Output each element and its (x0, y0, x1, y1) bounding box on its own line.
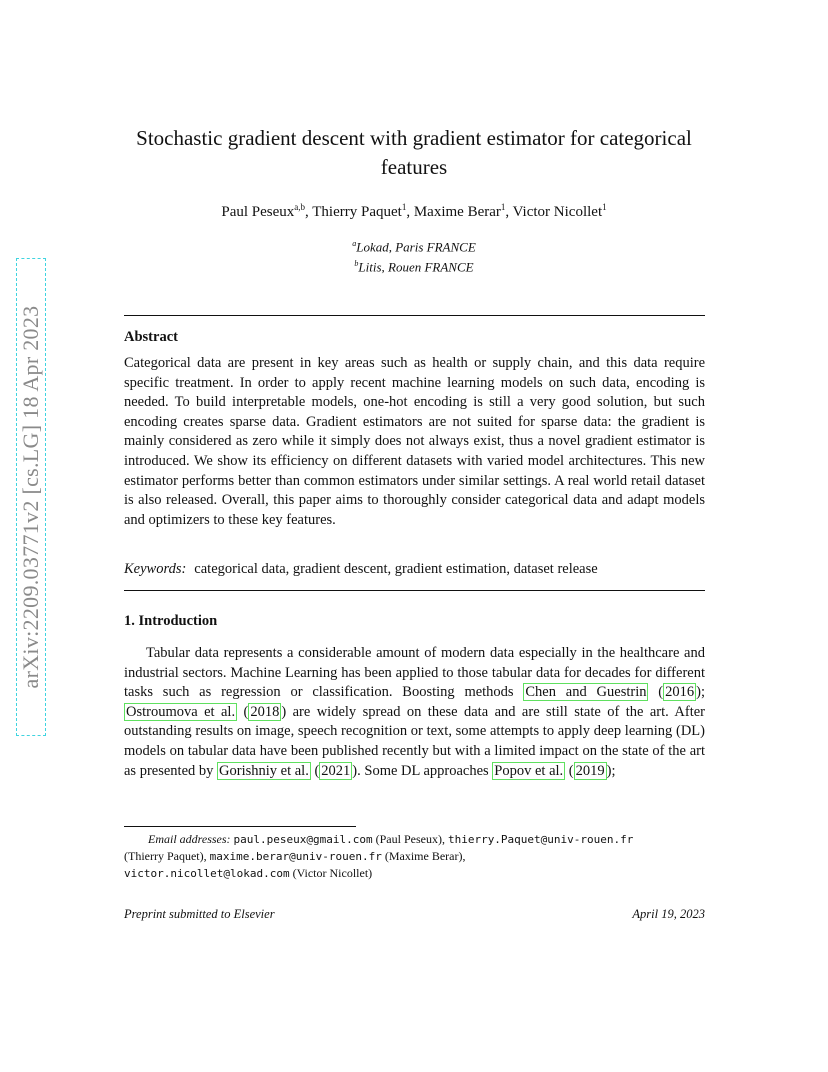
author-name: Paul Peseux (221, 204, 295, 220)
body-text: Tabular data represents a considerable amount of modern data especially in the healthcare and industrial sectors. Machine Learning has been applied to those tabular data for decades for different tasks such as regression or classification. Boosting methods (124, 645, 705, 701)
citation-link[interactable]: Gorishniy et al. (219, 762, 309, 779)
citation-year-link[interactable]: 2016 (665, 684, 695, 701)
citation-link[interactable]: Popov et al. (494, 762, 564, 779)
affiliation-sup: b (354, 259, 359, 269)
abstract-body: Categorical data are present in key areas such as health or supply chain, and this data require specific treatment. In order to apply recent machine learning models on such data, encoding is needed. To build interpretable models, one-hot encoding is still a very good solution, but such encoding creates sparse data. Gradient estimators are not suited for sparse data: the gradient is mainly considered as zero while it simply does not always exist, thus a novel gradient estimator is introduced. We show its efficiency on different datasets with varied model architectures. This new estimator performs better than common estimators under similar settings. A real world retail dataset is also released. Overall, this paper aims to thoroughly consider categorical data and adapt models and optimizers to these key features. (124, 355, 705, 528)
email-owner: (Victor Nicollet) (292, 866, 373, 880)
citation-year-link[interactable]: 2021 (321, 762, 351, 779)
author-list: Paul Peseux$^{a,b}$, Thierry Paquet$^1$, Maxime Berar$^1$, Victor Nicollet$^1$ (221, 202, 607, 220)
email-owner: (Paul Peseux), (375, 832, 445, 846)
arxiv-stamp-text: arXiv:2209.03771v2 [cs.LG] 18 Apr 2023 (18, 305, 43, 689)
affiliation (124, 235, 704, 255)
paper-title: Stochastic gradient descent with gradient estimator for categorical features (136, 126, 692, 179)
author-name: Thierry Paquet (312, 204, 402, 220)
email-address: maxime.berar@univ-rouen.fr (209, 850, 382, 863)
footer-date: April 19, 2023 (632, 907, 705, 921)
introduction-paragraph: Tabular data represents a considerable amount of modern data especially in the healthcare and industrial sectors. Machine Learning has been applied to those tabular data for decades for different tasks such as regression or classification. Boosting methods Chen and Guestrin ( 2016 ); Ostroumova et al. ( 2018 ) are widely spread on these data and are still state of the art. After outstanding results on image, speech recognition or text, some attempts to apply deep learning (DL) models on tabular data have been published recently but with a limited impact on the state of the art as presented by Gorishniy et al. ( 2021 ). Some DL approaches Popov et al. ( 2019 ); (124, 645, 705, 779)
section-heading: 1. Introduction (124, 613, 218, 629)
email-owner: (Thierry Paquet), (124, 849, 207, 863)
author-sup: 1 (401, 202, 407, 212)
email-address: thierry.Paquet@univ-rouen.fr (447, 833, 634, 846)
author-sup: 1 (602, 202, 607, 212)
divider (124, 590, 705, 591)
author-sup: a,b (294, 202, 306, 212)
abstract-heading: Abstract (124, 329, 178, 345)
footnote-emails (124, 831, 705, 882)
divider (124, 315, 705, 316)
citation-year-link[interactable]: 2019 (575, 762, 605, 779)
citation-link[interactable]: Chen and Guestrin (525, 684, 647, 701)
keywords-text: categorical data, gradient descent, gradient estimation, dataset release (194, 561, 598, 577)
affiliation-sup: a (352, 239, 357, 248)
arxiv-stamp[interactable] (16, 258, 46, 736)
citation-year-link[interactable]: 2018 (250, 703, 280, 720)
footnote-divider (124, 826, 356, 827)
email-address: paul.peseux@gmail.com (233, 833, 373, 846)
author-name: Maxime Berar (413, 204, 501, 220)
author-sup: 1 (500, 202, 506, 212)
email-owner: (Maxime Berar), (384, 849, 466, 863)
keywords-label: Keywords: (124, 561, 187, 577)
body-text: ). Some DL approaches (352, 762, 493, 779)
email-address: victor.nicollet@lokad.com (124, 867, 290, 880)
affiliation-text: Lokad, Paris FRANCE (356, 239, 476, 255)
body-text: ) are widely spread on these data and are still state of the art. After outstanding results on image, speech recognition or text, some attempts to apply deep learning (DL) models on tabular data have been published recently but with a limited impact on the state of the art as presented by (124, 703, 705, 779)
author-name: Victor Nicollet (512, 204, 603, 220)
footnote-label: Email addresses: (148, 832, 231, 846)
footer-left: Preprint submitted to Elsevier (124, 907, 275, 921)
affiliation-text: Litis, Rouen FRANCE (358, 259, 474, 275)
body-text: ; (700, 684, 705, 701)
citation-link[interactable]: Ostroumova et al. (126, 703, 236, 720)
affiliation (124, 255, 704, 275)
affiliation-list (124, 235, 704, 276)
body-text: ); (606, 762, 616, 779)
keywords (124, 561, 705, 578)
